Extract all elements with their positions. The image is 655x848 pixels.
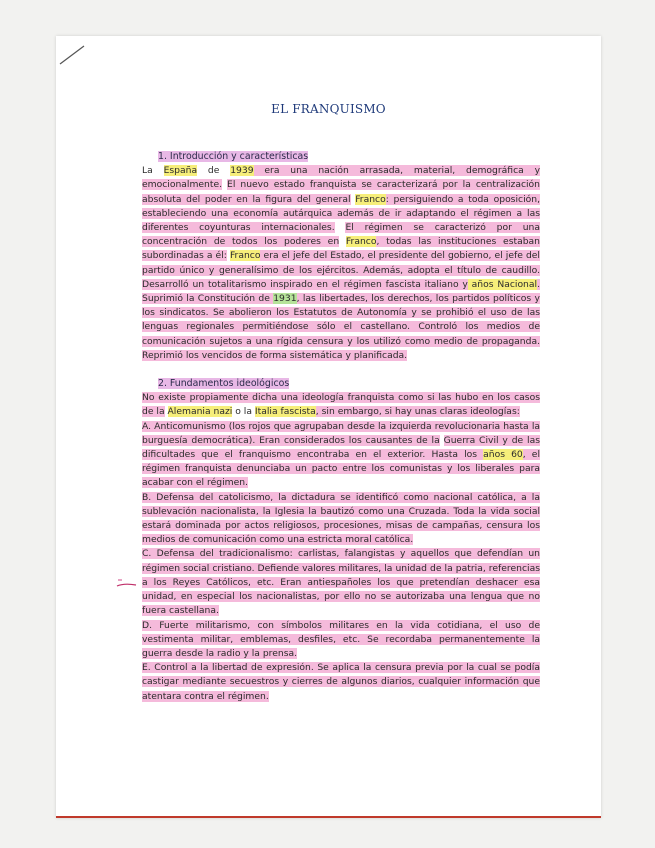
- paragraph-fundamentos-intro: [142, 391, 540, 419]
- document-page: [56, 36, 601, 818]
- text-segment: , el régimen franquista denunciaba un pacto entre los comunistas y los liberales para acabar con el régimen.: [142, 449, 540, 489]
- text-segment: : persiguiendo a toda oposición, estableciendo una economía autárquica además de ir adaptando el régimen a las diferentes coyunturas internacionales.: [142, 193, 540, 234]
- text-segment: o la: [232, 406, 255, 418]
- text-segment: C. Defensa del tradicionalismo: carlistas, falangistas y aquellos que defendían un régimen social cristiano. Defiende valores militares, la unidad de la patria, referencias a los Reyes Católicos, etc. Eran antiespañoles los que pretendían deshacer esa unidad, en especial los nacionalistas, por ello no se autorizaba una lengua que no fuera castellana.: [142, 548, 540, 617]
- text-segment: [339, 236, 346, 247]
- text-segment: A. Anticomunismo: [142, 420, 226, 432]
- text-segment: Franco: [229, 250, 261, 262]
- section-spacer: [142, 363, 540, 377]
- text-segment: E. Control a la libertad de expresión. Se aplica la censura previa por la cual se podía castigar mediante secuestros y cierres de algunos diarios, cualquier información que atentara contra el régimen.: [142, 662, 540, 702]
- text-segment: B. Defensa del catolicismo, la dictadura se identificó como nacional católica, a la sublevación nacionalista, la Iglesia la bautizó como una Cruzada. Toda la vida social estará dominada por actos religiosos, procesiones, misas de campañas, censura los medios de comunicación como una estricta moral católica.: [142, 491, 540, 546]
- pen-mark-icon: [58, 42, 88, 72]
- text-segment: El nuevo estado franquista se caracterizará por la centralización absoluta del poder en la figura del general: [142, 179, 540, 205]
- paragraph-item-b: [142, 491, 540, 548]
- text-segment: era una nación arrasada, material, demográfica y emocionalmente.: [142, 165, 541, 191]
- text-segment: 1939: [230, 165, 254, 177]
- section-heading-fundamentos: 2. Fundamentos ideológicos: [158, 378, 290, 390]
- text-segment: , sin embargo, si hay unas claras ideologías:: [315, 406, 520, 418]
- text-segment: El régimen se caracterizó por una concentración de todos los poderes en: [142, 222, 540, 248]
- text-segment: Italia fascista: [254, 406, 316, 418]
- text-segment: , todas las instituciones estaban subordinadas a él:: [142, 236, 540, 262]
- text-segment: España: [163, 165, 198, 177]
- text-segment: Guerra Civil: [443, 434, 499, 446]
- paragraph-item-a: [142, 420, 540, 491]
- paragraph-item-e: [142, 661, 540, 704]
- page-title: EL FRANQUISMO: [271, 102, 386, 116]
- document-body: [142, 150, 540, 704]
- text-segment: . Suprimió la Constitución de: [142, 278, 540, 305]
- text-segment: (los rojos que agrupaban desde la izquierda revolucionaria hasta la burguesía democrática). Eran considerados los causantes de la: [142, 420, 540, 446]
- text-segment: No existe propiamente dicha una ideología franquista como si las hubo en los casos de la: [142, 392, 540, 418]
- text-segment: era el jefe del Estado, el presidente del gobierno, el jefe del partido único y generalísimo de los ejércitos. Además, adopta el título de caudillo. Desarrolló un totalitarismo inspirado en el régimen fascista italiano y: [142, 250, 540, 290]
- text-segment: , las libertades, los derechos, los partidos políticos y los sindicatos. Se abolieron los Estatutos de Autonomía y se prohibió el uso de las lenguas regionales permitiéndose sólo el castellano. Controló los medios de comunicación sujetos a una rígida censura y los utilizó como medio de propaganda. Reprimió los vencidos de forma sistemática y planificada.: [142, 293, 540, 361]
- text-segment: Franco: [345, 236, 377, 248]
- text-segment: La: [142, 165, 164, 177]
- text-segment: de: [197, 165, 231, 177]
- text-segment: 1931: [273, 293, 297, 305]
- paragraph-introduccion: [142, 164, 540, 363]
- text-segment: [335, 222, 346, 233]
- paragraph-item-c: [142, 547, 540, 618]
- paragraph-item-d: [142, 619, 540, 662]
- text-segment: años Nacional: [467, 278, 538, 290]
- text-segment: [440, 435, 444, 446]
- text-segment: Franco: [355, 193, 386, 205]
- margin-scribble-icon: [116, 576, 140, 590]
- section-heading-introduccion: 1. Introducción y características: [158, 151, 309, 162]
- text-segment: años 60: [483, 449, 523, 461]
- text-segment: Alemania nazi: [167, 406, 233, 418]
- text-segment: y de las dificultades que el franquismo encontraba en el exterior. Hasta los: [142, 434, 541, 461]
- text-segment: D. Fuerte militarismo, con símbolos militares en la vida cotidiana, el uso de vestimenta militar, emblemas, desfiles, etc. Se recordaba permanentemente la guerra desde la radio y la prensa.: [142, 619, 540, 659]
